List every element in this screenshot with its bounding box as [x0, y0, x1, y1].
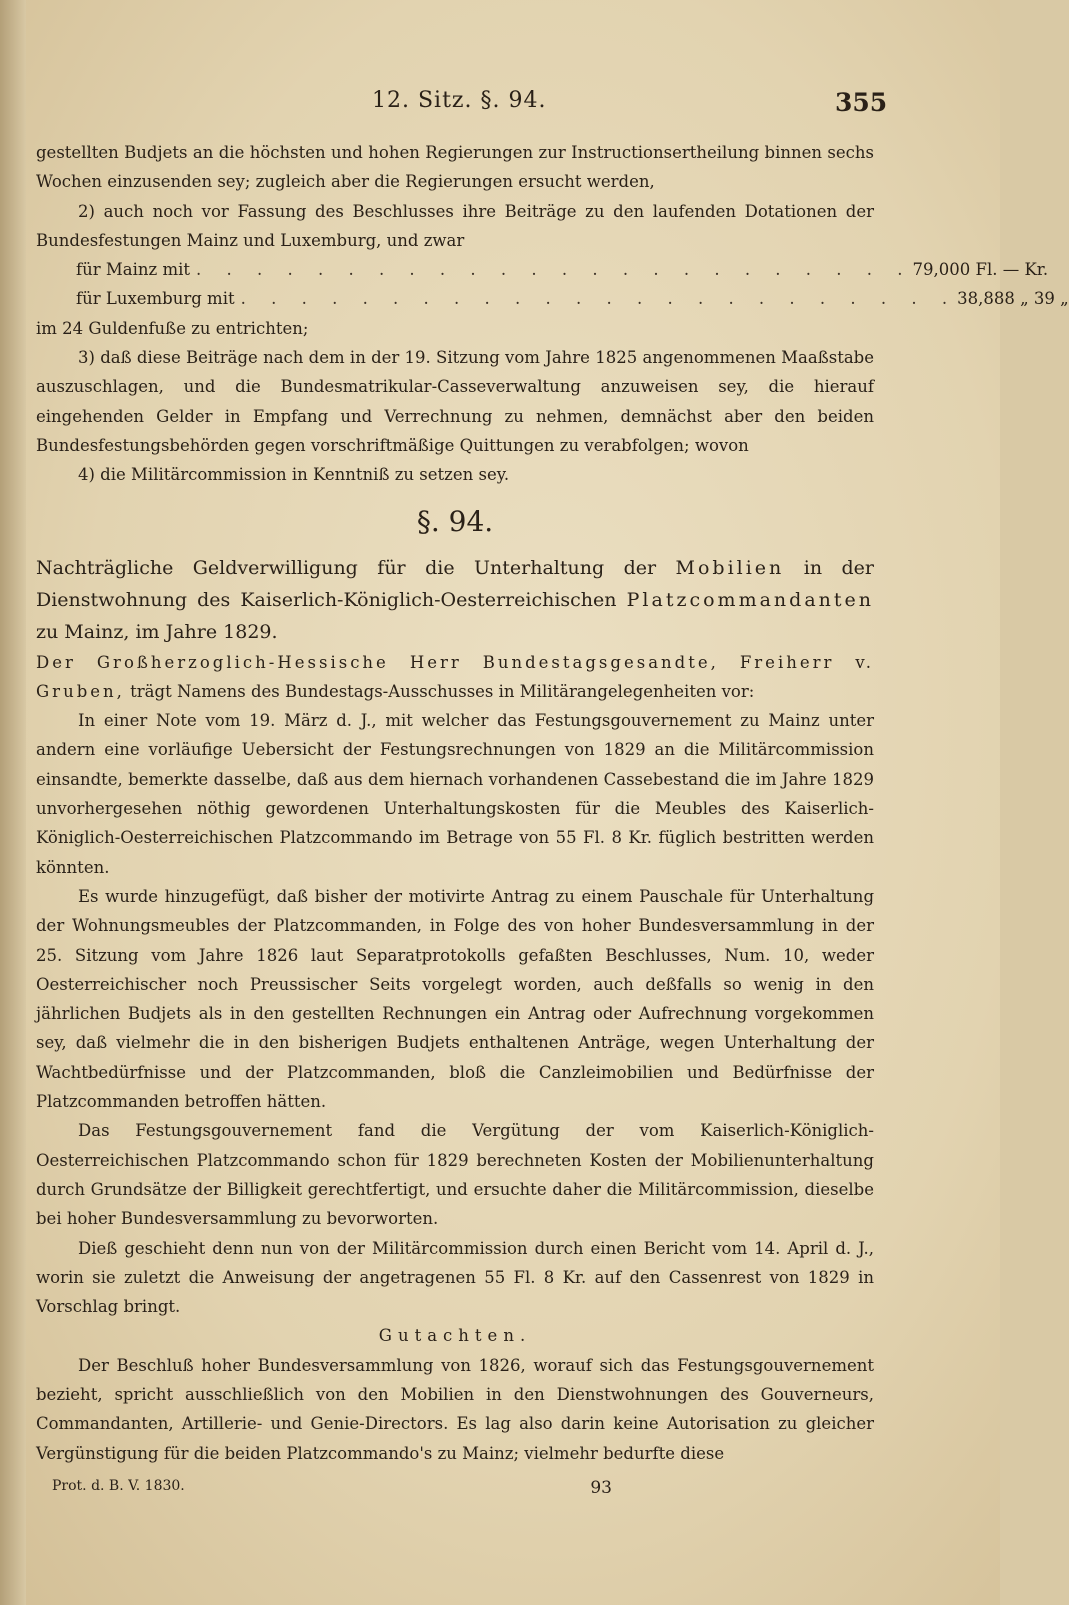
- amount-row-luxemburg: [36, 284, 1069, 313]
- signature-mark: 93: [590, 1478, 612, 1498]
- page-number: 355: [835, 88, 888, 117]
- paragraph: In einer Note vom 19. März d. J., mit welcher das Festungsgouvernement zu Mainz unter andern eine vorläufige Uebersicht der Festungsrechnungen von 1829 an die Militärcommission einsandte, bemerkte dasselbe, daß aus dem hiernach vorhandenen Cassebestand die im Jahre 1829 unvorhergesehen nöthig gewordenen Unterhaltungskosten für die Meubles des Kaiserlich-Königlich-Oesterreichischen Platzcommando im Betrage von 55 Fl. 8 Kr. füglich bestritten werden könnten.: [36, 711, 874, 877]
- paragraph: Der Beschluß hoher Bundesversammlung von 1826, worauf sich das Festungsgouvernement bezieht, spricht ausschließlich von den Mobilien in den Dienstwohnungen des Gouverneurs, Commandanten, Artillerie- und Genie-Directors. Es lag also darin keine Autorisation zu gleicher Vergünstigung für die beiden Platzcommando's zu Mainz; vielmehr bedurfte diese: [36, 1355, 874, 1463]
- amount-row-mainz: [36, 255, 1049, 284]
- amount-value: 79,000 Fl. — Kr.: [912, 260, 1049, 280]
- binding-gutter: [0, 0, 26, 1605]
- body-text: [36, 138, 1069, 1468]
- paragraph: 2) auch noch vor Fassung des Beschlusses ihre Beiträge zu den laufenden Dotationen der Bundesfestungen Mainz und Luxemburg, und zwar: [36, 201, 874, 250]
- page-footer: [52, 1478, 612, 1498]
- paragraph: Das Festungsgouvernement fand die Vergütung der vom Kaiserlich-Königlich-Oesterreichischen Platzcommando schon für 1829 berechneten Kosten der Mobilienunterhaltung durch Grundsätze der Billigkeit gerechtfertigt, und ersuchte daher die Militärcommission, dieselbe bei hoher Bundesversammlung zu bevorworten.: [36, 1121, 874, 1229]
- paragraph: Dieß geschieht denn nun von der Militärcommission durch einen Bericht vom 14. April d. J., worin sie zuletzt die Anweisung der angetragenen 55 Fl. 8 Kr. auf den Cassenrest von 1829 in Vorschlag bringt.: [36, 1238, 874, 1317]
- leader-dots: . . . . . . . . . . . . . . . . . . . . . . . .: [196, 260, 913, 280]
- leader-dots: . . . . . . . . . . . . . . . . . . . . . . . .: [240, 289, 958, 309]
- running-header: 12. Sitz. §. 94.: [372, 88, 547, 113]
- paragraph: 3) daß diese Beiträge nach dem in der 19. Sitzung vom Jahre 1825 angenommenen Maaßstabe auszuschlagen, und die Bundesmatrikular-Casseverwaltung anzuweisen sey, die hierauf eingehenden Gelder in Empfang und Verrechnung zu nehmen, demnächst aber den beiden Bundesfestungsbehörden gegen vorschriftmäßige Quittungen zu verabfolgen; wovon: [36, 348, 874, 455]
- paragraph: Es wurde hinzugefügt, daß bisher der motivirte Antrag zu einem Pauschale für Unterhaltung der Wohnungsmeubles der Platzcommanden, in Folge des von hoher Bundesversammlung in der 25. Sitzung vom Jahre 1826 laut Separatprotokolls gefaßten Beschlusses, Num. 10, weder Oesterreichischer noch Preussischer Seits vorgelegt worden, auch deßfalls so wenig in den jährlichen Budjets als in den gestellten Rechnungen ein Antrag oder Aufrechnung vorgekommen sey, daß vielmehr die in den bisherigen Budjets enthaltenen Anträge, wegen Unterhaltung der Wachtbedürfnisse und der Platzcommanden, bloß die Canzleimobilien und Bedürfnisse der Platzcommanden betroffen hätten.: [36, 886, 874, 1112]
- amount-value: 38,888 „ 39 „: [957, 289, 1069, 309]
- gutachten-heading: Gutachten.: [378, 1326, 532, 1346]
- section-number: §. 94.: [416, 504, 494, 538]
- paragraph: 4) die Militärcommission in Kenntniß zu setzen sey.: [78, 465, 510, 485]
- paragraph: Der Großherzoglich-Hessische Herr Bundestagsgesandte, Freiherr v. Gruben, trägt Namens des Bundestags-Ausschusses in Militärangelegenheiten vor:: [36, 652, 874, 701]
- speaker: Der Großherzoglich-Hessische Herr Bundestagsgesandte, Freiherr v. Gruben,: [36, 652, 874, 701]
- protocol-reference: Prot. d. B. V. 1830.: [52, 1478, 185, 1494]
- amount-label: für Luxemburg mit: [76, 289, 235, 309]
- amount-label: für Mainz mit: [76, 260, 190, 280]
- paragraph: im 24 Guldenfuße zu entrichten;: [36, 318, 309, 338]
- section-title: Nachträgliche Geldverwilligung für die Unterhaltung der Mobilien in der Dienstwohnung des Kaiserlich-Königlich-Oesterreichischen Platzcommandanten zu Mainz, im Jahre 1829.: [36, 556, 874, 643]
- paragraph: gestellten Budjets an die höchsten und hohen Regierungen zur Instructionsertheilung binnen sechs Wochen einzusenden sey; zugleich aber die Regierungen ersucht werden,: [36, 143, 874, 192]
